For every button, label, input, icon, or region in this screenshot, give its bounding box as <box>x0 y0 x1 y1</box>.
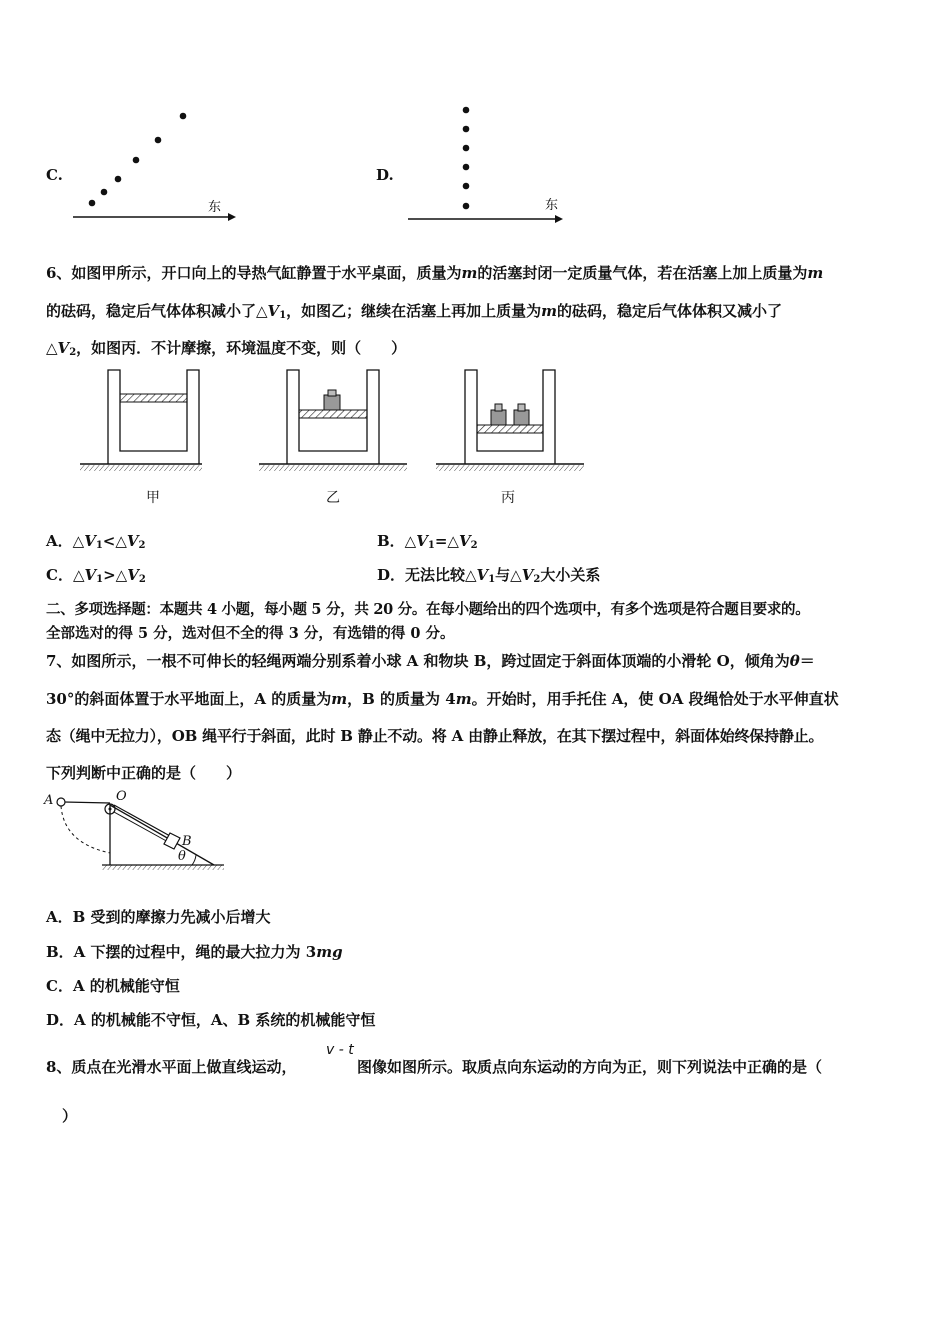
dot <box>101 189 108 196</box>
dot <box>463 107 470 114</box>
ball-a <box>57 798 65 806</box>
q7-option-d: D．A 的机械能不守恒，A、B 系统的机械能守恒 <box>46 1011 376 1029</box>
q6-line-1: 6、如图甲所示，开口向上的导热气缸静置于水平桌面，质量为m的活塞封闭一定质量气体，若在活塞上加上质量为m <box>46 264 824 282</box>
fig-label-bing: 丙 <box>501 490 515 506</box>
q6-option-d: D．无法比较$\triangle V_1$与$\triangle V_2$大小关系 <box>377 566 601 585</box>
weight <box>491 404 506 425</box>
dot <box>463 145 470 152</box>
dot <box>155 137 162 144</box>
q6-option-a: A．$\triangle V_1<\triangle V_2$ <box>46 532 146 551</box>
option-c-diagram <box>70 105 240 225</box>
dot <box>463 203 470 210</box>
dot <box>133 157 140 164</box>
q8-line-2: ） <box>62 1107 78 1125</box>
swing-arc <box>61 806 110 853</box>
dot <box>180 113 187 120</box>
q7-option-c: C．A 的机械能守恒 <box>46 977 180 995</box>
q6-line-2: 的砝码，稳定后气体体积减小了$\triangle V_1$，如图乙；继续在活塞上再加上质量为m的砝码，稳定后气体体积又减小了 <box>46 302 783 321</box>
rope-ob <box>114 805 170 836</box>
q6-option-b: B．$\triangle V_1=\triangle V_2$ <box>377 532 478 551</box>
label-b: B <box>182 834 192 849</box>
weight <box>324 390 340 410</box>
arrow-head <box>228 213 236 221</box>
label-theta: θ <box>178 849 186 864</box>
dot <box>115 176 122 183</box>
dot <box>463 183 470 190</box>
section-2-heading: 二、多项选择题：本题共 4 小题，每小题 5 分，共 20 分。在每小题给出的四个选项中，有多个选项是符合题目要求的。 <box>46 601 810 618</box>
dot <box>89 200 96 207</box>
axis-label-east: 东 <box>208 200 222 215</box>
label-a: A <box>44 793 54 808</box>
q7-line-4: 下列判断中正确的是（ ） <box>46 764 242 782</box>
fig-label-jia: 甲 <box>146 490 160 506</box>
q7-option-a: A．B 受到的摩擦力先减小后增大 <box>46 908 271 926</box>
q7-line-3: 态（绳中无拉力），OB 绳平行于斜面，此时 B 静止不动。将 A 由静止释放，在其下摆过程中，斜面体始终保持静止。 <box>46 727 824 745</box>
q6-option-c: C．$\triangle V_1>\triangle V_2$ <box>46 566 146 585</box>
cylinder-yi <box>259 370 407 471</box>
fig-label-yi: 乙 <box>326 490 340 506</box>
cylinder-bing <box>436 370 584 471</box>
q8-line-1-cont: 图像如图所示。取质点向东运动的方向为正，则下列说法中正确的是（ <box>357 1058 823 1076</box>
q8-vt-symbol: v - t <box>326 1042 354 1058</box>
option-d-label: D. <box>376 166 394 184</box>
weight <box>514 404 529 425</box>
axis-label-east: 东 <box>545 198 559 213</box>
q6-figure <box>78 365 598 505</box>
block-b <box>164 833 180 849</box>
dot <box>463 164 470 171</box>
q8-line-1: 8、质点在光滑水平面上做直线运动， <box>46 1058 297 1076</box>
q7-option-b: B．A 下摆的过程中，绳的最大拉力为 3mg <box>46 943 343 961</box>
arrow-head <box>555 215 563 223</box>
rope-oa <box>64 802 110 803</box>
q7-figure <box>42 793 242 873</box>
q7-line-2: 30°的斜面体置于水平地面上，A 的质量为m，B 的质量为 4m。开始时，用手托住 A，使 OA 段绳恰处于水平伸直状 <box>46 690 839 708</box>
option-d-diagram <box>405 100 575 230</box>
label-o: O <box>116 789 127 804</box>
q6-line-3: $\triangle V_2$，如图丙．不计摩擦，环境温度不变，则（ ） <box>46 339 407 358</box>
option-c-label: C. <box>46 166 63 184</box>
piston <box>299 410 367 418</box>
cylinder-jia <box>80 370 202 471</box>
piston <box>477 425 543 433</box>
q7-line-1: 7、如图所示，一根不可伸长的轻绳两端分别系着小球 A 和物块 B，跨过固定于斜面体顶端的小滑轮 O，倾角为θ＝ <box>46 652 815 670</box>
dot <box>463 126 470 133</box>
section-2-subheading: 全部选对的得 5 分，选对但不全的得 3 分，有选错的得 0 分。 <box>46 625 455 642</box>
piston <box>120 394 187 402</box>
